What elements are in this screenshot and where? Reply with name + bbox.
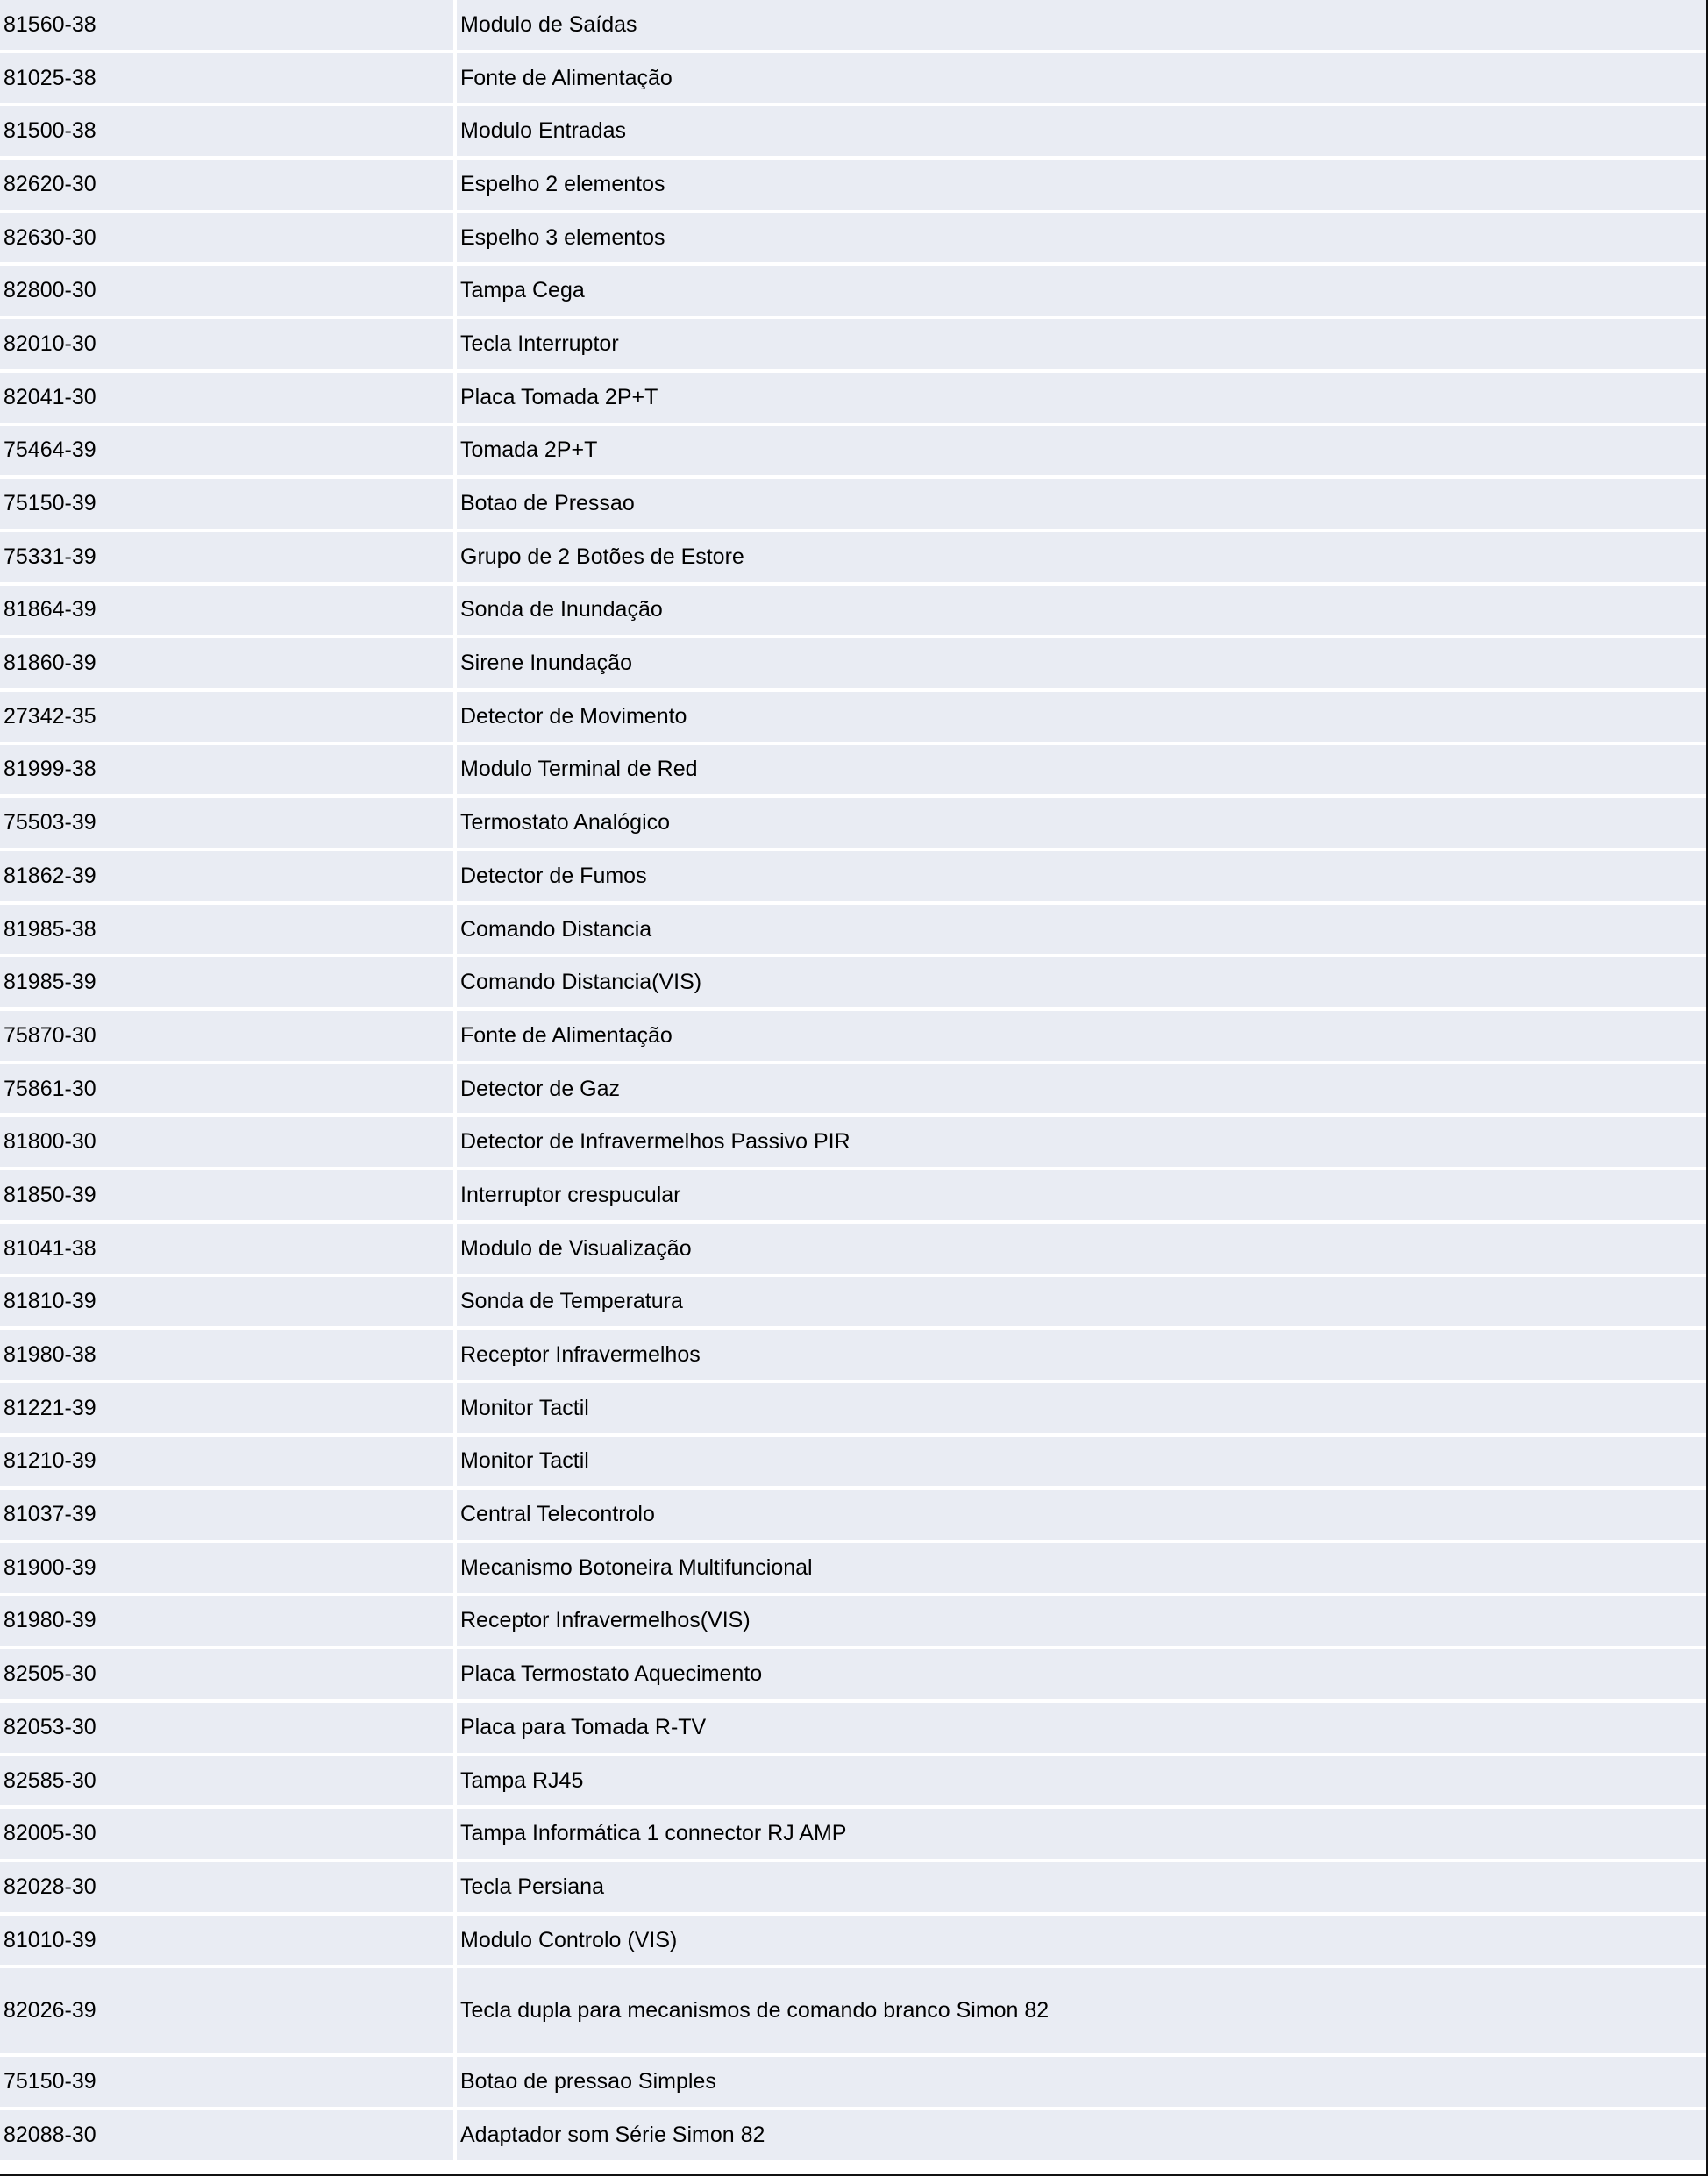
product-code-cell[interactable]: 82010-30 [0, 319, 457, 373]
product-description-cell[interactable]: Mecanismo Botoneira Multifuncional [457, 1543, 1706, 1596]
product-description-cell[interactable]: Adaptador som Série Simon 82 [457, 2110, 1706, 2164]
product-description-cell[interactable]: Modulo de Saídas [457, 0, 1706, 53]
product-description-cell[interactable]: Espelho 3 elementos [457, 213, 1706, 267]
product-code-cell[interactable]: 81025-38 [0, 53, 457, 107]
product-description-cell[interactable]: Modulo Terminal de Red [457, 745, 1706, 799]
product-code-cell[interactable]: 75150-39 [0, 479, 457, 532]
product-description-cell[interactable]: Placa para Tomada R-TV [457, 1703, 1706, 1756]
product-description-cell[interactable]: Modulo de Visualização [457, 1224, 1706, 1277]
product-code-cell[interactable]: 81041-38 [0, 1224, 457, 1277]
product-code-cell[interactable]: 81560-38 [0, 0, 457, 53]
product-description-cell[interactable]: Sirene Inundação [457, 638, 1706, 692]
product-description-cell[interactable]: Botao de Pressao [457, 479, 1706, 532]
product-code-cell[interactable]: 81860-39 [0, 638, 457, 692]
product-description-cell[interactable]: Modulo Entradas [457, 106, 1706, 160]
product-code-cell[interactable]: 81999-38 [0, 745, 457, 799]
product-code-cell[interactable]: 81010-39 [0, 1916, 457, 1969]
product-code-cell[interactable]: 75861-30 [0, 1064, 457, 1118]
product-code-cell[interactable]: 82620-30 [0, 160, 457, 213]
product-description-cell[interactable]: Tampa RJ45 [457, 1756, 1706, 1810]
product-code-cell[interactable]: 81210-39 [0, 1437, 457, 1490]
product-description-cell[interactable]: Tecla Interruptor [457, 319, 1706, 373]
product-code-cell[interactable]: 81221-39 [0, 1383, 457, 1437]
product-description-cell[interactable]: Botao de pressao Simples [457, 2057, 1706, 2110]
product-description-cell[interactable]: Placa Tomada 2P+T [457, 373, 1706, 426]
product-code-cell[interactable]: 82088-30 [0, 2110, 457, 2164]
product-description-cell[interactable]: Tampa Cega [457, 266, 1706, 319]
product-description-cell[interactable]: Detector de Fumos [457, 851, 1706, 905]
product-code-cell[interactable]: 75150-39 [0, 2057, 457, 2110]
product-code-cell[interactable]: 81864-39 [0, 586, 457, 639]
product-description-cell[interactable]: Monitor Tactil [457, 1437, 1706, 1490]
product-code-cell[interactable]: 75464-39 [0, 426, 457, 480]
product-code-cell[interactable]: 81810-39 [0, 1277, 457, 1331]
product-code-cell[interactable]: 75503-39 [0, 798, 457, 851]
product-code-cell[interactable]: 81985-39 [0, 957, 457, 1011]
product-description-cell[interactable]: Fonte de Alimentação [457, 1011, 1706, 1064]
product-description-cell[interactable]: Detector de Infravermelhos Passivo PIR [457, 1117, 1706, 1170]
product-description-cell[interactable]: Termostato Analógico [457, 798, 1706, 851]
product-code-cell[interactable]: 81850-39 [0, 1170, 457, 1224]
product-description-cell[interactable]: Tecla Persiana [457, 1862, 1706, 1916]
product-code-cell[interactable]: 82585-30 [0, 1756, 457, 1810]
product-description-cell[interactable]: Tomada 2P+T [457, 426, 1706, 480]
product-description-cell[interactable]: Detector de Movimento [457, 692, 1706, 745]
product-description-cell[interactable]: Comando Distancia [457, 905, 1706, 958]
product-description-cell[interactable]: Monitor Tactil [457, 1383, 1706, 1437]
product-description-cell[interactable]: Placa Termostato Aquecimento [457, 1649, 1706, 1703]
product-code-cell[interactable]: 75331-39 [0, 532, 457, 586]
product-code-cell[interactable]: 81980-38 [0, 1330, 457, 1383]
product-code-cell[interactable]: 82630-30 [0, 213, 457, 267]
product-code-cell[interactable]: 82041-30 [0, 373, 457, 426]
product-description-cell[interactable]: Sonda de Inundação [457, 586, 1706, 639]
product-description-cell[interactable]: Sonda de Temperatura [457, 1277, 1706, 1331]
product-description-cell[interactable]: Grupo de 2 Botões de Estore [457, 532, 1706, 586]
product-description-cell[interactable]: Fonte de Alimentação [457, 53, 1706, 107]
product-code-cell[interactable]: 81862-39 [0, 851, 457, 905]
product-description-cell[interactable]: Comando Distancia(VIS) [457, 957, 1706, 1011]
product-code-cell[interactable]: 81800-30 [0, 1117, 457, 1170]
product-description-cell[interactable]: Tecla dupla para mecanismos de comando branco Simon 82 [457, 1968, 1706, 2057]
product-code-cell[interactable]: 81980-39 [0, 1596, 457, 1650]
product-description-cell[interactable]: Central Telecontrolo [457, 1490, 1706, 1543]
product-description-cell[interactable]: Receptor Infravermelhos(VIS) [457, 1596, 1706, 1650]
product-code-cell[interactable]: 81900-39 [0, 1543, 457, 1596]
product-code-cell[interactable]: 81500-38 [0, 106, 457, 160]
product-code-cell[interactable]: 82028-30 [0, 1862, 457, 1916]
product-description-cell[interactable]: Detector de Gaz [457, 1064, 1706, 1118]
product-code-cell[interactable]: 75870-30 [0, 1011, 457, 1064]
product-description-cell[interactable]: Modulo Controlo (VIS) [457, 1916, 1706, 1969]
product-code-cell[interactable]: 82005-30 [0, 1809, 457, 1862]
product-code-cell[interactable]: 82505-30 [0, 1649, 457, 1703]
product-code-cell[interactable]: 82026-39 [0, 1968, 457, 2057]
product-code-cell[interactable]: 82053-30 [0, 1703, 457, 1756]
product-description-cell[interactable]: Tampa Informática 1 connector RJ AMP [457, 1809, 1706, 1862]
product-code-cell[interactable]: 81985-38 [0, 905, 457, 958]
product-code-cell[interactable]: 27342-35 [0, 692, 457, 745]
product-code-cell[interactable]: 82800-30 [0, 266, 457, 319]
product-description-cell[interactable]: Receptor Infravermelhos [457, 1330, 1706, 1383]
product-description-cell[interactable]: Interruptor crespucular [457, 1170, 1706, 1224]
product-code-cell[interactable]: 81037-39 [0, 1490, 457, 1543]
product-description-cell[interactable]: Espelho 2 elementos [457, 160, 1706, 213]
